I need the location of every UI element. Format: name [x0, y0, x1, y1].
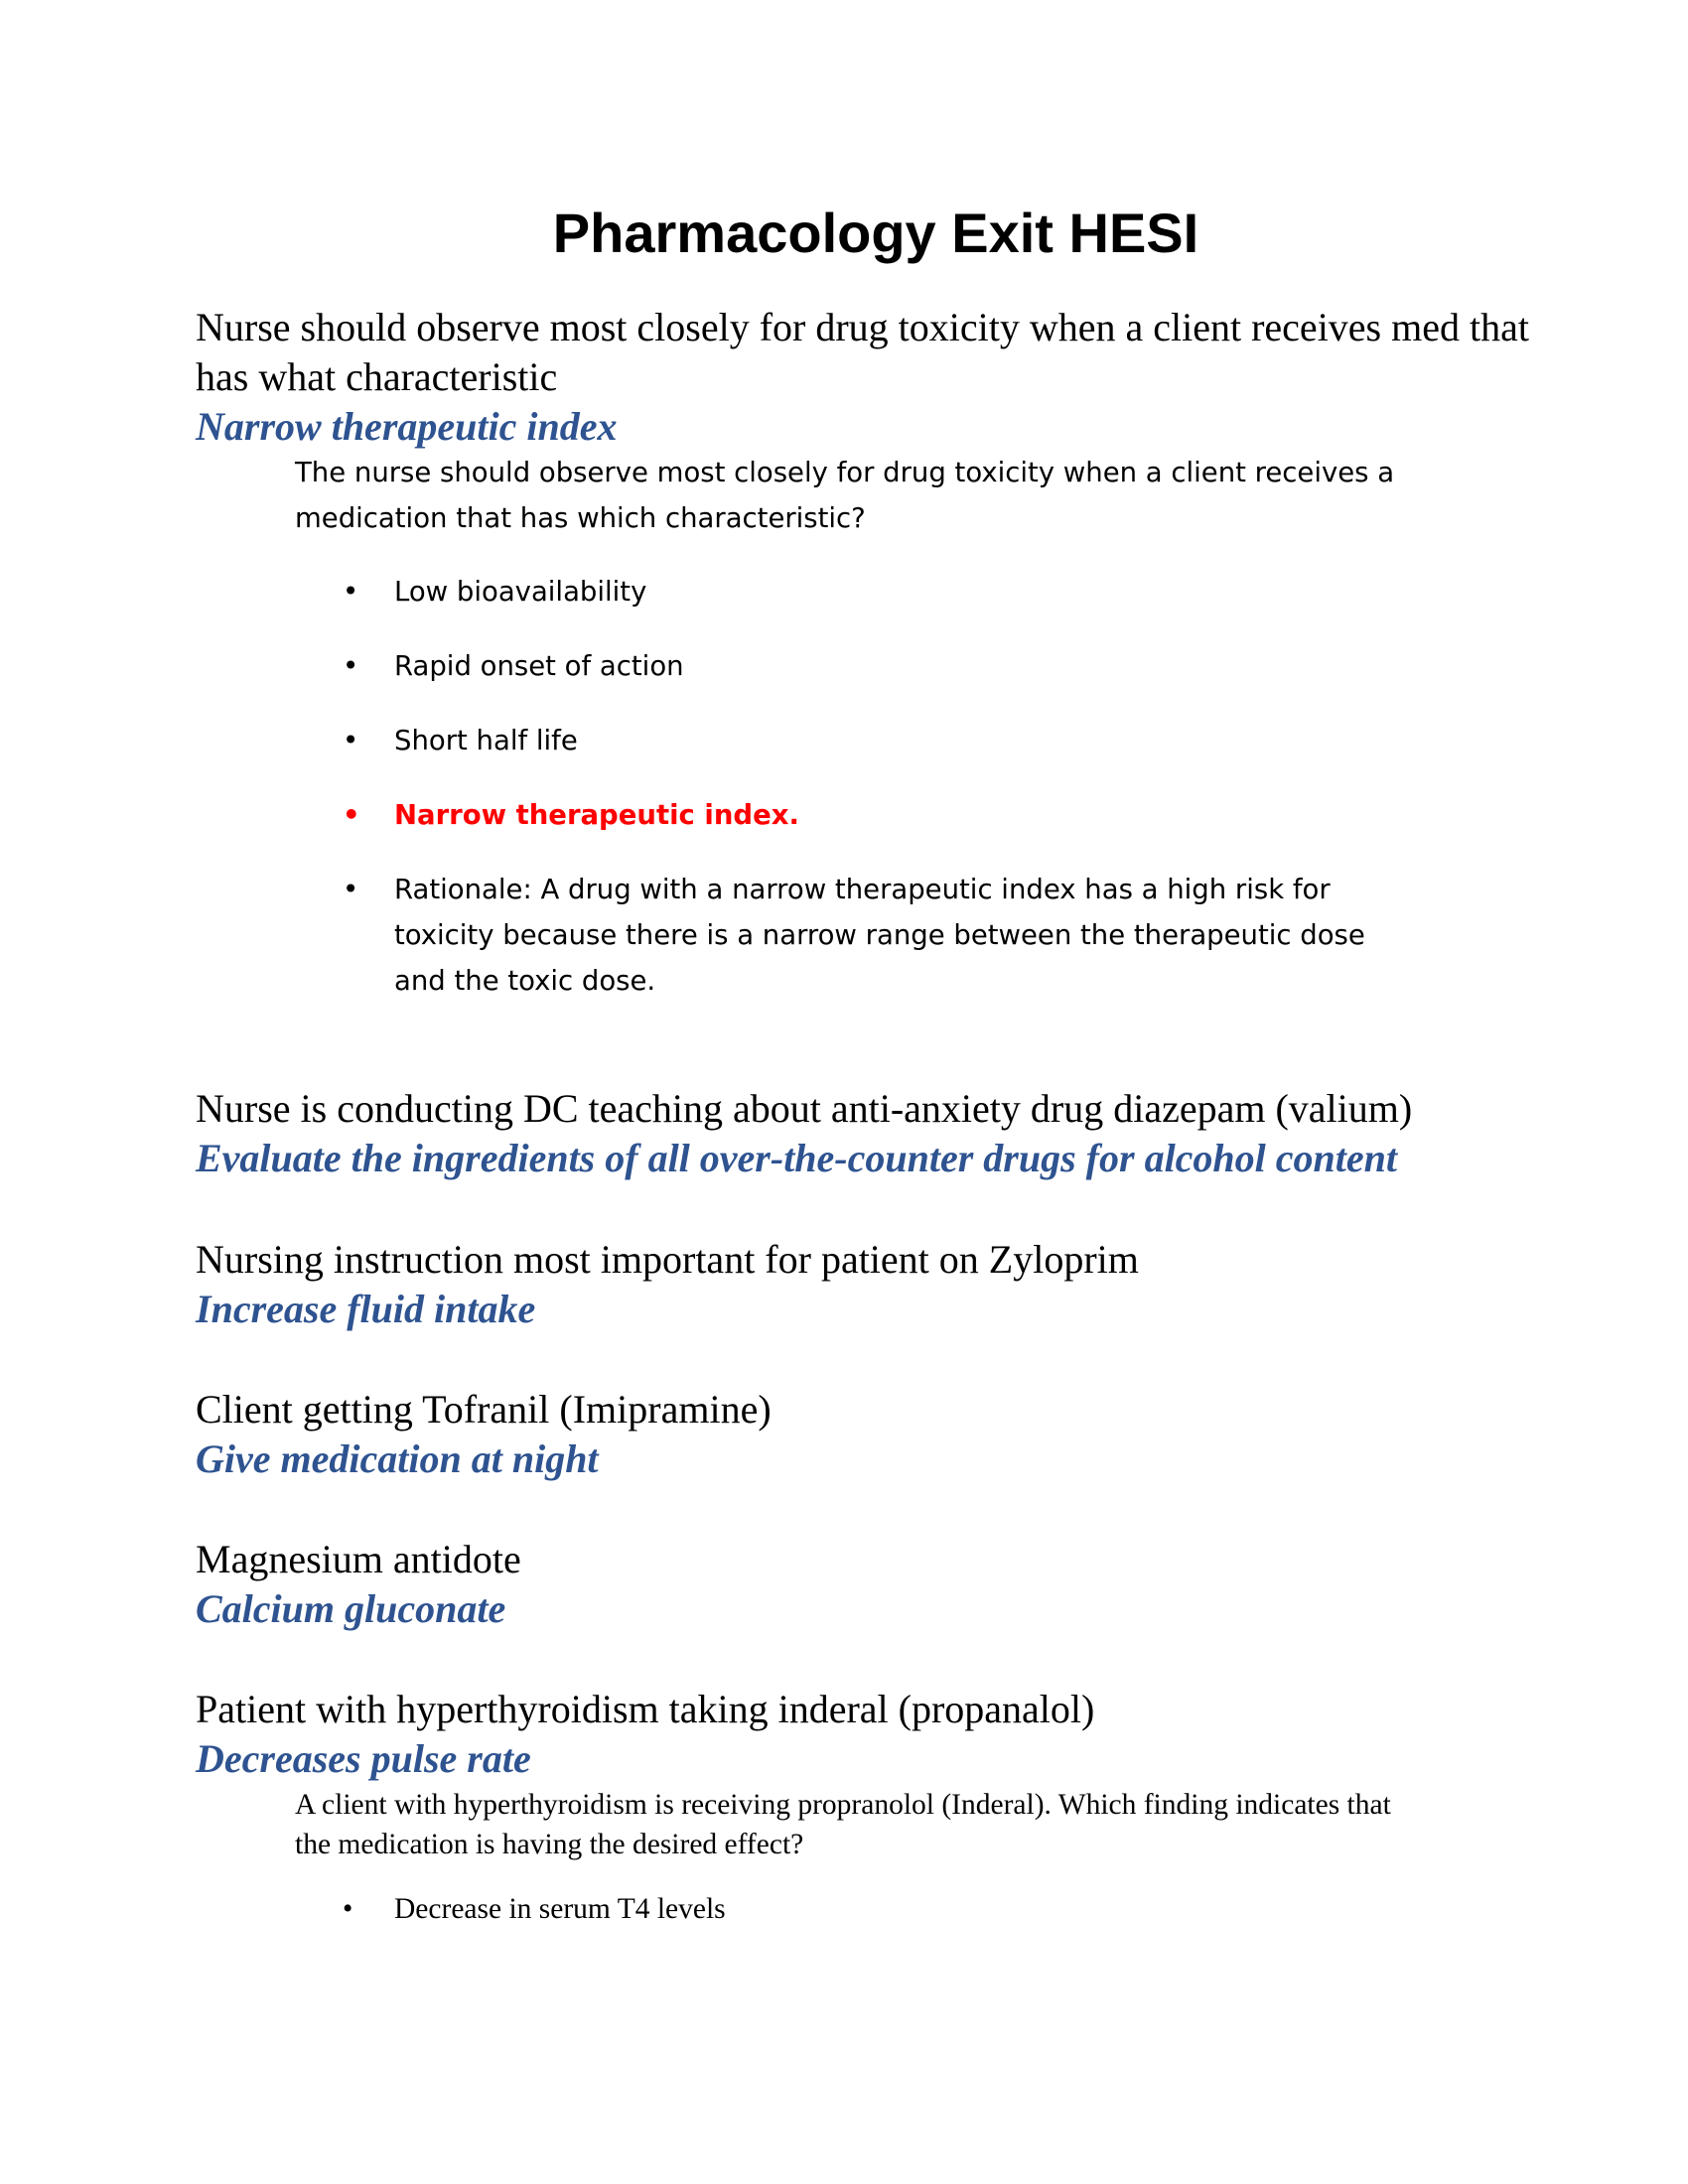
- qa-item-1: [196, 303, 1566, 452]
- option-item: • Decrease in serum T4 levels: [295, 1889, 1407, 1929]
- qa-item-3: [196, 1235, 1566, 1334]
- answer-text: Decreases pulse rate: [196, 1736, 531, 1781]
- rationale-item: • Rationale: A drug with a narrow therapeutic index has a high risk for toxicity because there is a narrow range between the therapeutic dose and the toxic dose.: [295, 867, 1407, 1004]
- option-item: • Rapid onset of action: [295, 643, 1407, 689]
- question-text: Patient with hyperthyroidism taking inderal (propanalol): [196, 1687, 1095, 1731]
- qa-item-5: [196, 1535, 1566, 1634]
- answer-text: Evaluate the ingredients of all over-the-counter drugs for alcohol content: [196, 1136, 1398, 1180]
- answer-text: Narrow therapeutic index: [196, 404, 618, 449]
- detail-stem: The nurse should observe most closely for drug toxicity when a client receives a medication that has which characteristic?: [295, 457, 1395, 534]
- question-detail-6: [295, 1785, 1407, 1929]
- qa-item-2: [196, 1084, 1566, 1183]
- option-list: [295, 1889, 1407, 1929]
- qa-item-6: [196, 1685, 1566, 1784]
- answer-text: Increase fluid intake: [196, 1287, 536, 1331]
- option-item: • Short half life: [295, 718, 1407, 763]
- detail-stem: A client with hyperthyroidism is receiving propranolol (Inderal). Which finding indicates that the medication is having the desired effect?: [295, 1789, 1391, 1860]
- question-text: Nursing instruction most important for patient on Zyloprim: [196, 1237, 1139, 1282]
- question-detail-1: [295, 450, 1407, 1004]
- bullet-icon: •: [343, 725, 359, 756]
- bullet-icon: •: [343, 1893, 353, 1925]
- question-text: Magnesium antidote: [196, 1537, 521, 1581]
- bullet-icon: •: [343, 874, 359, 905]
- page-title: Pharmacology Exit HESI: [552, 202, 1199, 264]
- question-text: Nurse is conducting DC teaching about anti-anxiety drug diazepam (valium): [196, 1086, 1413, 1131]
- correct-option-item: • Narrow therapeutic index.: [295, 792, 1407, 838]
- answer-text: Give medication at night: [196, 1436, 599, 1481]
- bullet-icon: •: [343, 576, 359, 608]
- qa-item-4: [196, 1385, 1566, 1484]
- answer-text: Calcium gluconate: [196, 1586, 506, 1631]
- option-list: [295, 569, 1407, 1004]
- question-text: Nurse should observe most closely for drug toxicity when a client receives med that has what characteristic: [196, 305, 1529, 399]
- option-item: • Low bioavailability: [295, 569, 1407, 614]
- bullet-icon: •: [343, 799, 360, 831]
- bullet-icon: •: [343, 650, 359, 682]
- question-text: Client getting Tofranil (Imipramine): [196, 1387, 772, 1432]
